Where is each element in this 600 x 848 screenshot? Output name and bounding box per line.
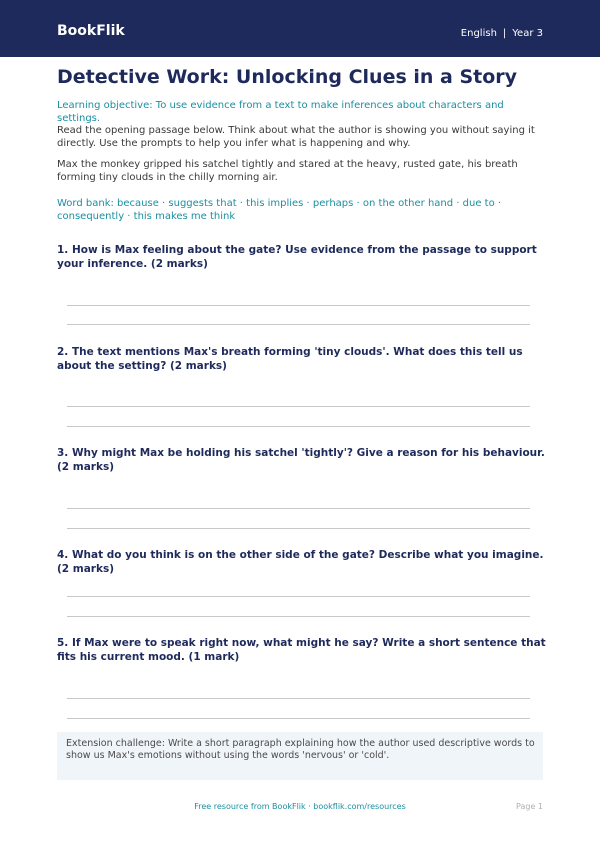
answer-line[interactable] — [67, 596, 530, 597]
answer-line[interactable] — [67, 616, 530, 617]
subject-year — [461, 28, 543, 40]
question-1: 1. How is Max feeling about the gate? Use evidence from the passage to support your inference. (2 marks) — [57, 244, 537, 270]
question-3: 3. Why might Max be holding his satchel 'tightly'? Give a reason for his behaviour. (2 marks) — [57, 447, 545, 473]
answer-line[interactable] — [67, 508, 530, 509]
extension-challenge-text: Extension challenge: Write a short paragraph explaining how the author used descriptive words to show us Max's emotions without using the words 'nervous' or 'cold'. — [66, 738, 535, 761]
answer-line[interactable] — [67, 305, 530, 306]
question-2: 2. The text mentions Max's breath forming 'tiny clouds'. What does this tell us about the setting? (2 marks) — [57, 346, 523, 372]
question-5: 5. If Max were to speak right now, what might he say? Write a short sentence that fits his current mood. (1 mark) — [57, 637, 546, 663]
answer-line[interactable] — [67, 528, 530, 529]
extension-challenge-box — [57, 732, 543, 780]
separator: | — [502, 28, 507, 39]
answer-line[interactable] — [67, 406, 530, 407]
story-passage: Max the monkey gripped his satchel tightly and stared at the heavy, rusted gate, his breath forming tiny clouds in the chilly morning air. — [57, 159, 518, 183]
page-number: Page 1 — [516, 802, 543, 811]
page-title: Detective Work: Unlocking Clues in a Story — [57, 66, 518, 88]
brand-logo: BookFlik — [57, 23, 125, 39]
answer-line[interactable] — [67, 698, 530, 699]
answer-line[interactable] — [67, 324, 530, 325]
word-bank: Word bank: because · suggests that · this implies · perhaps · on the other hand · due to · consequently · this makes me think — [57, 198, 502, 222]
instructions: Read the opening passage below. Think about what the author is showing you without saying it directly. Use the prompts to help you infer what is happening and why. — [57, 125, 535, 149]
answer-line[interactable] — [67, 426, 530, 427]
subject-label: English — [460, 28, 497, 39]
answer-line[interactable] — [67, 718, 530, 719]
year-label: Year 3 — [512, 28, 543, 39]
page-header — [0, 0, 600, 57]
learning-objective: Learning objective: To use evidence from a text to make inferences about characters and settings. — [57, 100, 504, 124]
footer-resource-link: Free resource from BookFlik · bookflik.com/resources — [194, 802, 406, 811]
question-4: 4. What do you think is on the other side of the gate? Describe what you imagine. (2 marks) — [57, 549, 544, 575]
